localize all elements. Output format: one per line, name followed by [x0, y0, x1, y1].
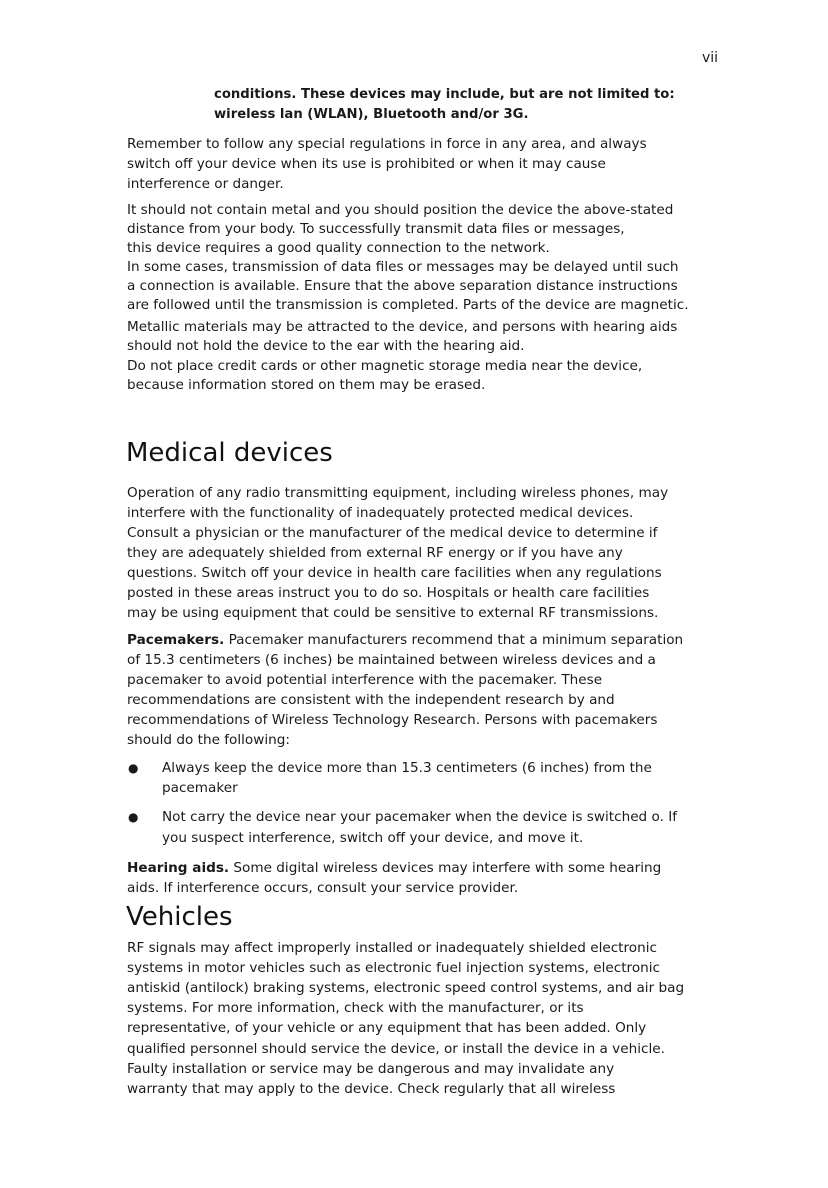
intro-p2-line: It should not contain metal and you should position the device the above-stated: [127, 202, 674, 218]
bullet-2-line: Not carry the device near your pacemaker when the device is switched o. If: [162, 809, 678, 825]
intro-p1-line: Remember to follow any special regulations in force in any area, and always: [127, 136, 647, 152]
pacemakers-label: Pacemakers.: [127, 632, 225, 648]
vehicles-line: Faulty installation or service may be dangerous and may invalidate any: [127, 1061, 615, 1077]
hearing-aids-first-text: Some digital wireless devices may interfere with some hearing: [229, 860, 662, 876]
vehicles-line: representative, of your vehicle or any equipment that has been added. Only: [127, 1020, 647, 1036]
intro-p1-line: switch off your device when its use is prohibited or when it may cause: [127, 156, 606, 172]
vehicles-line: systems in motor vehicles such as electronic fuel injection systems, electronic: [127, 960, 661, 976]
medical-line: interfere with the functionality of inadequately protected medical devices.: [127, 505, 634, 521]
medical-line: Operation of any radio transmitting equipment, including wireless phones, may: [127, 485, 669, 501]
bullet-1-line: Always keep the device more than 15.3 centimeters (6 inches) from the: [162, 760, 652, 776]
intro-p2-line: are followed until the transmission is completed. Parts of the device are magnetic.: [127, 297, 689, 313]
medical-line: questions. Switch off your device in health care facilities when any regulations: [127, 565, 662, 581]
pacemakers-line: of 15.3 centimeters (6 inches) be maintained between wireless devices and a: [127, 652, 656, 668]
intro-p2-line: because information stored on them may be erased.: [127, 377, 486, 393]
pacemakers-first-text: Pacemaker manufacturers recommend that a minimum separation: [224, 632, 684, 648]
medical-line: may be using equipment that could be sensitive to external RF transmissions.: [127, 605, 659, 621]
hearing-aids-line: aids. If interference occurs, consult your service provider.: [127, 880, 519, 896]
medical-devices-heading: Medical devices: [126, 438, 333, 468]
hearing-aids-first-line: [127, 859, 661, 877]
pacemakers-line: pacemaker to avoid potential interference with the pacemaker. These: [127, 672, 603, 688]
intro-p2-line: Do not place credit cards or other magnetic storage media near the device,: [127, 358, 643, 374]
pacemakers-first-line: [127, 631, 683, 649]
pacemakers-line: recommendations of Wireless Technology Research. Persons with pacemakers: [127, 712, 658, 728]
intro-p2-line: Metallic materials may be attracted to the device, and persons with hearing aids: [127, 319, 678, 335]
pacemakers-line: should do the following:: [127, 732, 290, 748]
vehicles-line: warranty that may apply to the device. Check regularly that all wireless: [127, 1081, 616, 1097]
pacemakers-line: recommendations are consistent with the independent research by and: [127, 692, 615, 708]
bullet-dot: ●: [128, 761, 139, 775]
intro-p2-line: distance from your body. To successfully transmit data files or messages,: [127, 221, 625, 237]
intro-bold-line-1: conditions. These devices may include, but are not limited to:: [214, 87, 675, 102]
bullet-1-line: pacemaker: [162, 780, 238, 796]
intro-bold-line-2: wireless lan (WLAN), Bluetooth and/or 3G.: [214, 107, 529, 122]
intro-p1-line: interference or danger.: [127, 176, 284, 192]
bullet-dot: ●: [128, 810, 139, 824]
vehicles-line: antiskid (antilock) braking systems, electronic speed control systems, and air bag: [127, 980, 685, 996]
vehicles-line: systems. For more information, check with the manufacturer, or its: [127, 1000, 584, 1016]
intro-p2-line: this device requires a good quality connection to the network.: [127, 240, 550, 256]
vehicles-line: RF signals may affect improperly installed or inadequately shielded electronic: [127, 940, 657, 956]
intro-p2-line: a connection is available. Ensure that the above separation distance instructions: [127, 278, 678, 294]
bullet-2-line: you suspect interference, switch off your device, and move it.: [162, 830, 584, 846]
intro-p2-line: should not hold the device to the ear with the hearing aid.: [127, 338, 525, 354]
intro-p2-line: In some cases, transmission of data files or messages may be delayed until such: [127, 259, 679, 275]
vehicles-heading: Vehicles: [126, 902, 233, 932]
medical-line: posted in these areas instruct you to do so. Hospitals or health care facilities: [127, 585, 650, 601]
hearing-aids-label: Hearing aids.: [127, 860, 230, 876]
medical-line: they are adequately shielded from external RF energy or if you have any: [127, 545, 623, 561]
medical-line: Consult a physician or the manufacturer of the medical device to determine if: [127, 525, 658, 541]
page-number: vii: [702, 50, 719, 66]
vehicles-line: qualified personnel should service the device, or install the device in a vehicle.: [127, 1041, 665, 1057]
